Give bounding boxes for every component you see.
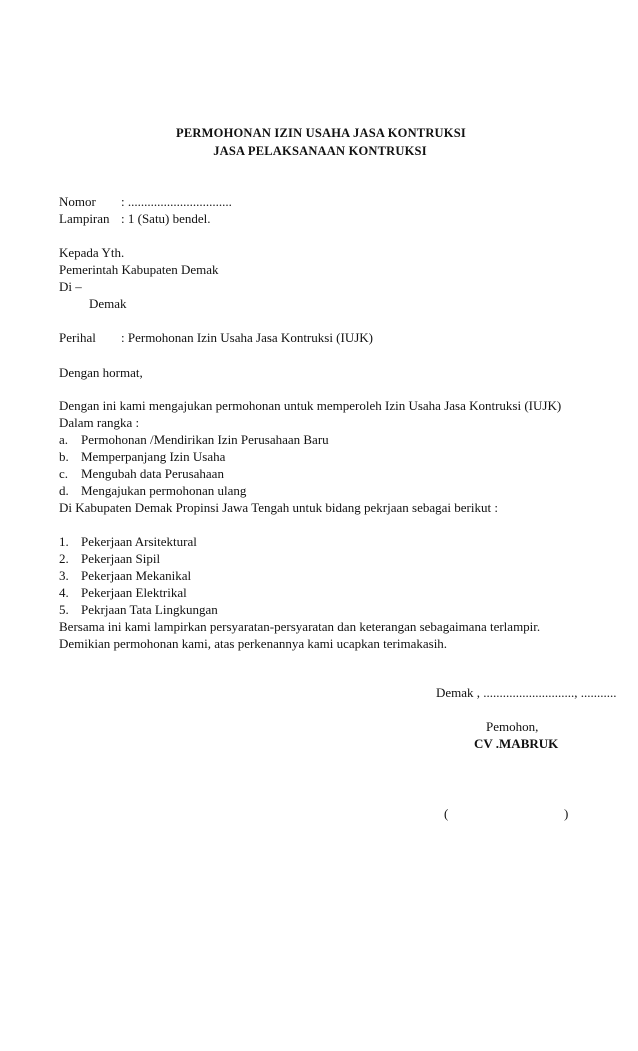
document-title: PERMOHONAN IZIN USAHA JASA KONTRUKSI	[176, 126, 466, 140]
list-item-text: Memperpanjang Izin Usaha	[81, 449, 226, 464]
recipient-di: Di –	[59, 279, 82, 294]
body-closing: Bersama ini kami lampirkan persyaratan-persyaratan dan keterangan sebagaimana terlampir.	[59, 619, 541, 634]
body-closing-2: Demikian permohonan kami, atas perkenannya kami ucapkan terimakasih.	[59, 636, 448, 651]
list-item	[59, 448, 225, 465]
list-item-text: Pekerjaan Mekanikal	[81, 568, 192, 583]
recipient-salutation: Kepada Yth.	[59, 245, 125, 260]
signature-close-paren: )	[564, 806, 569, 821]
list-item-text: Pekerjaan Sipil	[81, 551, 161, 566]
signature-company: CV .MABRUK	[474, 736, 559, 751]
lampiran-value: : 1 (Satu) bendel.	[121, 211, 211, 226]
list-marker: c.	[59, 466, 69, 481]
nomor-label: Nomor	[59, 194, 96, 209]
body-intro-2: Dalam rangka :	[59, 415, 140, 430]
perihal-label: Perihal	[59, 330, 96, 345]
nomor-value: : ................................	[121, 194, 232, 209]
greeting: Dengan hormat,	[59, 365, 143, 380]
list-item-text: Mengubah data Perusahaan	[81, 466, 224, 481]
lampiran-row	[59, 210, 211, 227]
list-item	[59, 465, 224, 482]
list-marker: d.	[59, 483, 69, 498]
list-item-text: Pekerjaan Arsitektural	[81, 534, 197, 549]
list-item	[59, 482, 246, 499]
list-item	[59, 567, 191, 584]
document-subtitle: JASA PELAKSANAAN KONTRUKSI	[213, 144, 427, 158]
list-marker: 2.	[59, 551, 69, 566]
perihal-value: : Permohonan Izin Usaha Jasa Kontruksi (IUJK)	[121, 330, 374, 345]
list-marker: 5.	[59, 602, 69, 617]
list-item-text: Permohonan /Mendirikan Izin Perusahaan Baru	[81, 432, 329, 447]
list-marker: 3.	[59, 568, 69, 583]
list-marker: a.	[59, 432, 69, 447]
recipient-city: Demak	[89, 296, 127, 311]
body-location: Di Kabupaten Demak Propinsi Jawa Tengah untuk bidang pekrjaan sebagai berikut :	[59, 500, 498, 515]
list-marker: 1.	[59, 534, 69, 549]
list-marker: 4.	[59, 585, 69, 600]
list-item-text: Pekrjaan Tata Lingkungan	[81, 602, 218, 617]
lampiran-label: Lampiran	[59, 211, 110, 226]
list-item	[59, 533, 197, 550]
signature-date: Demak , ............................, ...........	[436, 685, 617, 700]
list-item	[59, 584, 187, 601]
list-item	[59, 431, 329, 448]
signature-open-paren: (	[444, 806, 449, 821]
recipient-name: Pemerintah Kabupaten Demak	[59, 262, 219, 277]
signature-role: Pemohon,	[486, 719, 539, 734]
list-item	[59, 550, 160, 567]
list-item	[59, 601, 218, 618]
list-item-text: Pekerjaan Elektrikal	[81, 585, 187, 600]
nomor-row	[59, 193, 232, 210]
body-intro: Dengan ini kami mengajukan permohonan untuk memperoleh Izin Usaha Jasa Kontruksi (IUJK)	[59, 398, 562, 413]
list-item-text: Mengajukan permohonan ulang	[81, 483, 247, 498]
list-marker: b.	[59, 449, 69, 464]
perihal-row	[59, 329, 373, 346]
